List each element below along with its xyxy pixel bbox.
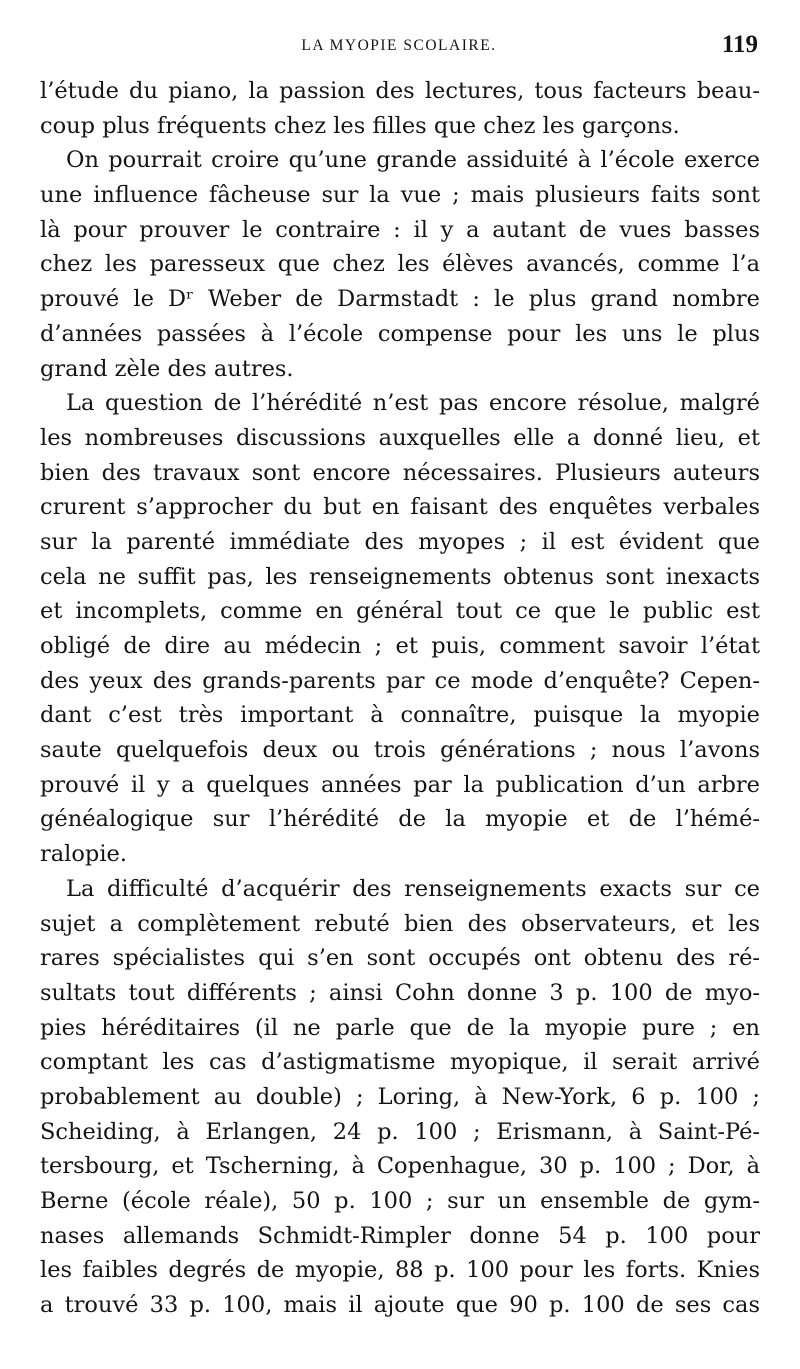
body-text — [40, 74, 760, 1323]
text-line: généalogique sur l’hérédité de la myopie et de l’hémé- — [40, 806, 760, 833]
text-line: sultats tout différents ; ainsi Cohn donne 3 p. 100 de myo- — [40, 979, 760, 1006]
text-line: tersbourg, et Tscherning, à Copenhague, 30 p. 100 ; Dor, à — [40, 1153, 760, 1180]
running-head — [40, 31, 758, 65]
text-line: nases allemands Schmidt-Rimpler donne 54 p. 100 pour — [40, 1222, 760, 1249]
text-line: On pourrait croire qu’une grande assiduité à l’école exerce — [66, 147, 760, 174]
text-line: pies héréditaires (il ne parle que de la myopie pure ; en — [40, 1014, 760, 1041]
text-line: les faibles degrés de myopie, 88 p. 100 pour les forts. Knies — [40, 1257, 760, 1284]
text-line: bien des travaux sont encore nécessaires. Plusieurs auteurs — [40, 459, 760, 486]
text-line: ralopie. — [40, 841, 127, 868]
text-line: chez les paresseux que chez les élèves avancés, comme l’a — [40, 251, 760, 278]
text-line: La difficulté d’acquérir des renseignements exacts sur ce — [66, 875, 760, 902]
text-line: cela ne suffit pas, les renseignements obtenus sont inexacts — [40, 563, 760, 590]
text-line: l’étude du piano, la passion des lectures, tous facteurs beau- — [40, 78, 760, 104]
text-line: les nombreuses discussions auxquelles elle a donné lieu, et — [40, 424, 760, 451]
page-number: 119 — [721, 31, 758, 58]
text-line: Berne (école réale), 50 p. 100 ; sur un ensemble de gym- — [40, 1188, 760, 1214]
text-line: d’années passées à l’école compense pour les uns le plus — [40, 320, 760, 347]
text-line: une influence fâcheuse sur la vue ; mais plusieurs faits sont — [40, 182, 760, 209]
text-line: comptant les cas d’astigmatisme myopique, il serait arrivé — [40, 1049, 760, 1076]
text-line: sujet a complètement rebuté bien des observateurs, et les — [40, 910, 760, 937]
text-line: là pour prouver le contraire : il y a autant de vues basses — [40, 216, 760, 243]
text-line: coup plus fréquents chez les filles que chez les garçons. — [40, 112, 680, 139]
text-line: crurent s’approcher du but en faisant des enquêtes verbales — [40, 494, 760, 521]
text-line: obligé de dire au médecin ; et puis, comment savoir l’état — [40, 633, 760, 659]
text-line: La question de l’hérédité n’est pas encore résolue, malgré — [66, 390, 760, 417]
text-line: probablement au double) ; Loring, à New-York, 6 p. 100 ; — [40, 1083, 760, 1110]
text-line: prouvé le Dʳ Weber de Darmstadt : le plus grand nombre — [40, 286, 760, 313]
text-line: a trouvé 33 p. 100, mais il ajoute que 90 p. 100 de ses cas — [40, 1292, 760, 1319]
running-title: LA MYOPIE SCOLAIRE. — [301, 37, 497, 54]
text-line: rares spécialistes qui s’en sont occupés ont obtenu des ré- — [40, 945, 760, 972]
text-line: sur la parenté immédiate des myopes ; il est évident que — [40, 528, 760, 555]
text-line: Scheiding, à Erlangen, 24 p. 100 ; Erismann, à Saint-Pé- — [40, 1118, 760, 1145]
text-line: saute quelquefois deux ou trois générations ; nous l’avons — [40, 737, 760, 764]
text-line: dant c’est très important à connaître, puisque la myopie — [40, 702, 760, 729]
text-line: grand zèle des autres. — [40, 355, 294, 382]
text-line: prouvé il y a quelques années par la publication d’un arbre — [40, 771, 760, 798]
text-line: et incomplets, comme en général tout ce que le public est — [40, 598, 760, 625]
text-line: des yeux des grands-parents par ce mode d’enquête? Cepen- — [40, 667, 760, 694]
